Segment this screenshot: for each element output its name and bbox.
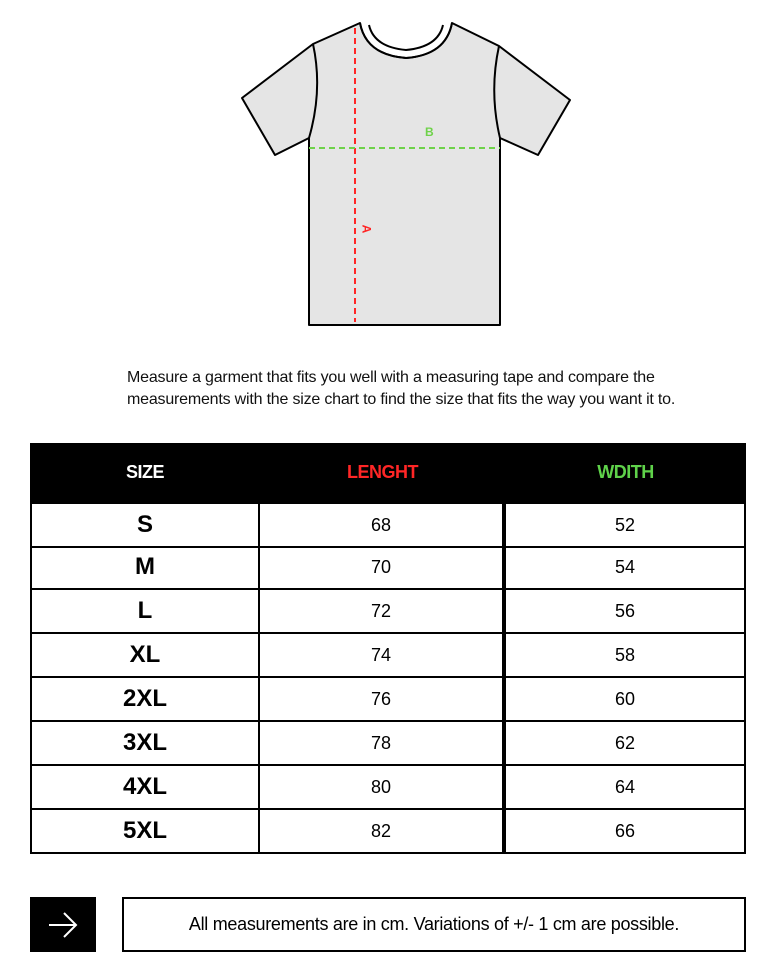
width-cell: 66 (504, 810, 746, 854)
size-cell: 4XL (30, 766, 260, 810)
measurement-note: All measurements are in cm. Variations of +/- 1 cm are possible. (122, 897, 746, 952)
size-cell: 2XL (30, 678, 260, 722)
width-cell: 60 (504, 678, 746, 722)
length-cell: 74 (258, 634, 504, 678)
table-row (30, 766, 746, 810)
arrow-right-icon (47, 909, 79, 941)
tshirt-icon (0, 0, 777, 340)
length-cell: 70 (258, 546, 504, 590)
table-row (30, 546, 746, 590)
table-header (30, 443, 746, 502)
length-cell: 78 (258, 722, 504, 766)
width-cell: 58 (504, 634, 746, 678)
length-cell: 68 (258, 502, 504, 548)
intro-line-1: Measure a garment that fits you well with a measuring tape and compare the (127, 369, 655, 386)
header-width: WDITH (597, 462, 654, 482)
table-row (30, 722, 746, 766)
arrow-box (30, 897, 96, 952)
header-length: LENGHT (347, 462, 418, 482)
table-row (30, 634, 746, 678)
label-a: A (359, 224, 374, 234)
table-row (30, 678, 746, 722)
length-cell: 82 (258, 810, 504, 854)
size-cell: 3XL (30, 722, 260, 766)
size-cell: S (30, 502, 260, 548)
label-b: B (425, 125, 434, 139)
length-cell: 72 (258, 590, 504, 634)
table-row (30, 502, 746, 546)
intro-line-2: measurements with the size chart to find the size that fits the way you want it to. (127, 391, 676, 408)
size-table-body (30, 502, 746, 854)
width-cell: 56 (504, 590, 746, 634)
tshirt-diagram (0, 0, 777, 340)
width-cell: 52 (504, 502, 746, 548)
length-cell: 80 (258, 766, 504, 810)
size-cell: 5XL (30, 810, 260, 854)
table-row (30, 590, 746, 634)
size-cell: M (30, 546, 260, 590)
intro-text (127, 367, 727, 411)
width-cell: 54 (504, 546, 746, 590)
width-cell: 62 (504, 722, 746, 766)
width-cell: 64 (504, 766, 746, 810)
table-row (30, 810, 746, 854)
size-cell: L (30, 590, 260, 634)
header-size: SIZE (125, 462, 164, 482)
length-cell: 76 (258, 678, 504, 722)
size-cell: XL (30, 634, 260, 678)
